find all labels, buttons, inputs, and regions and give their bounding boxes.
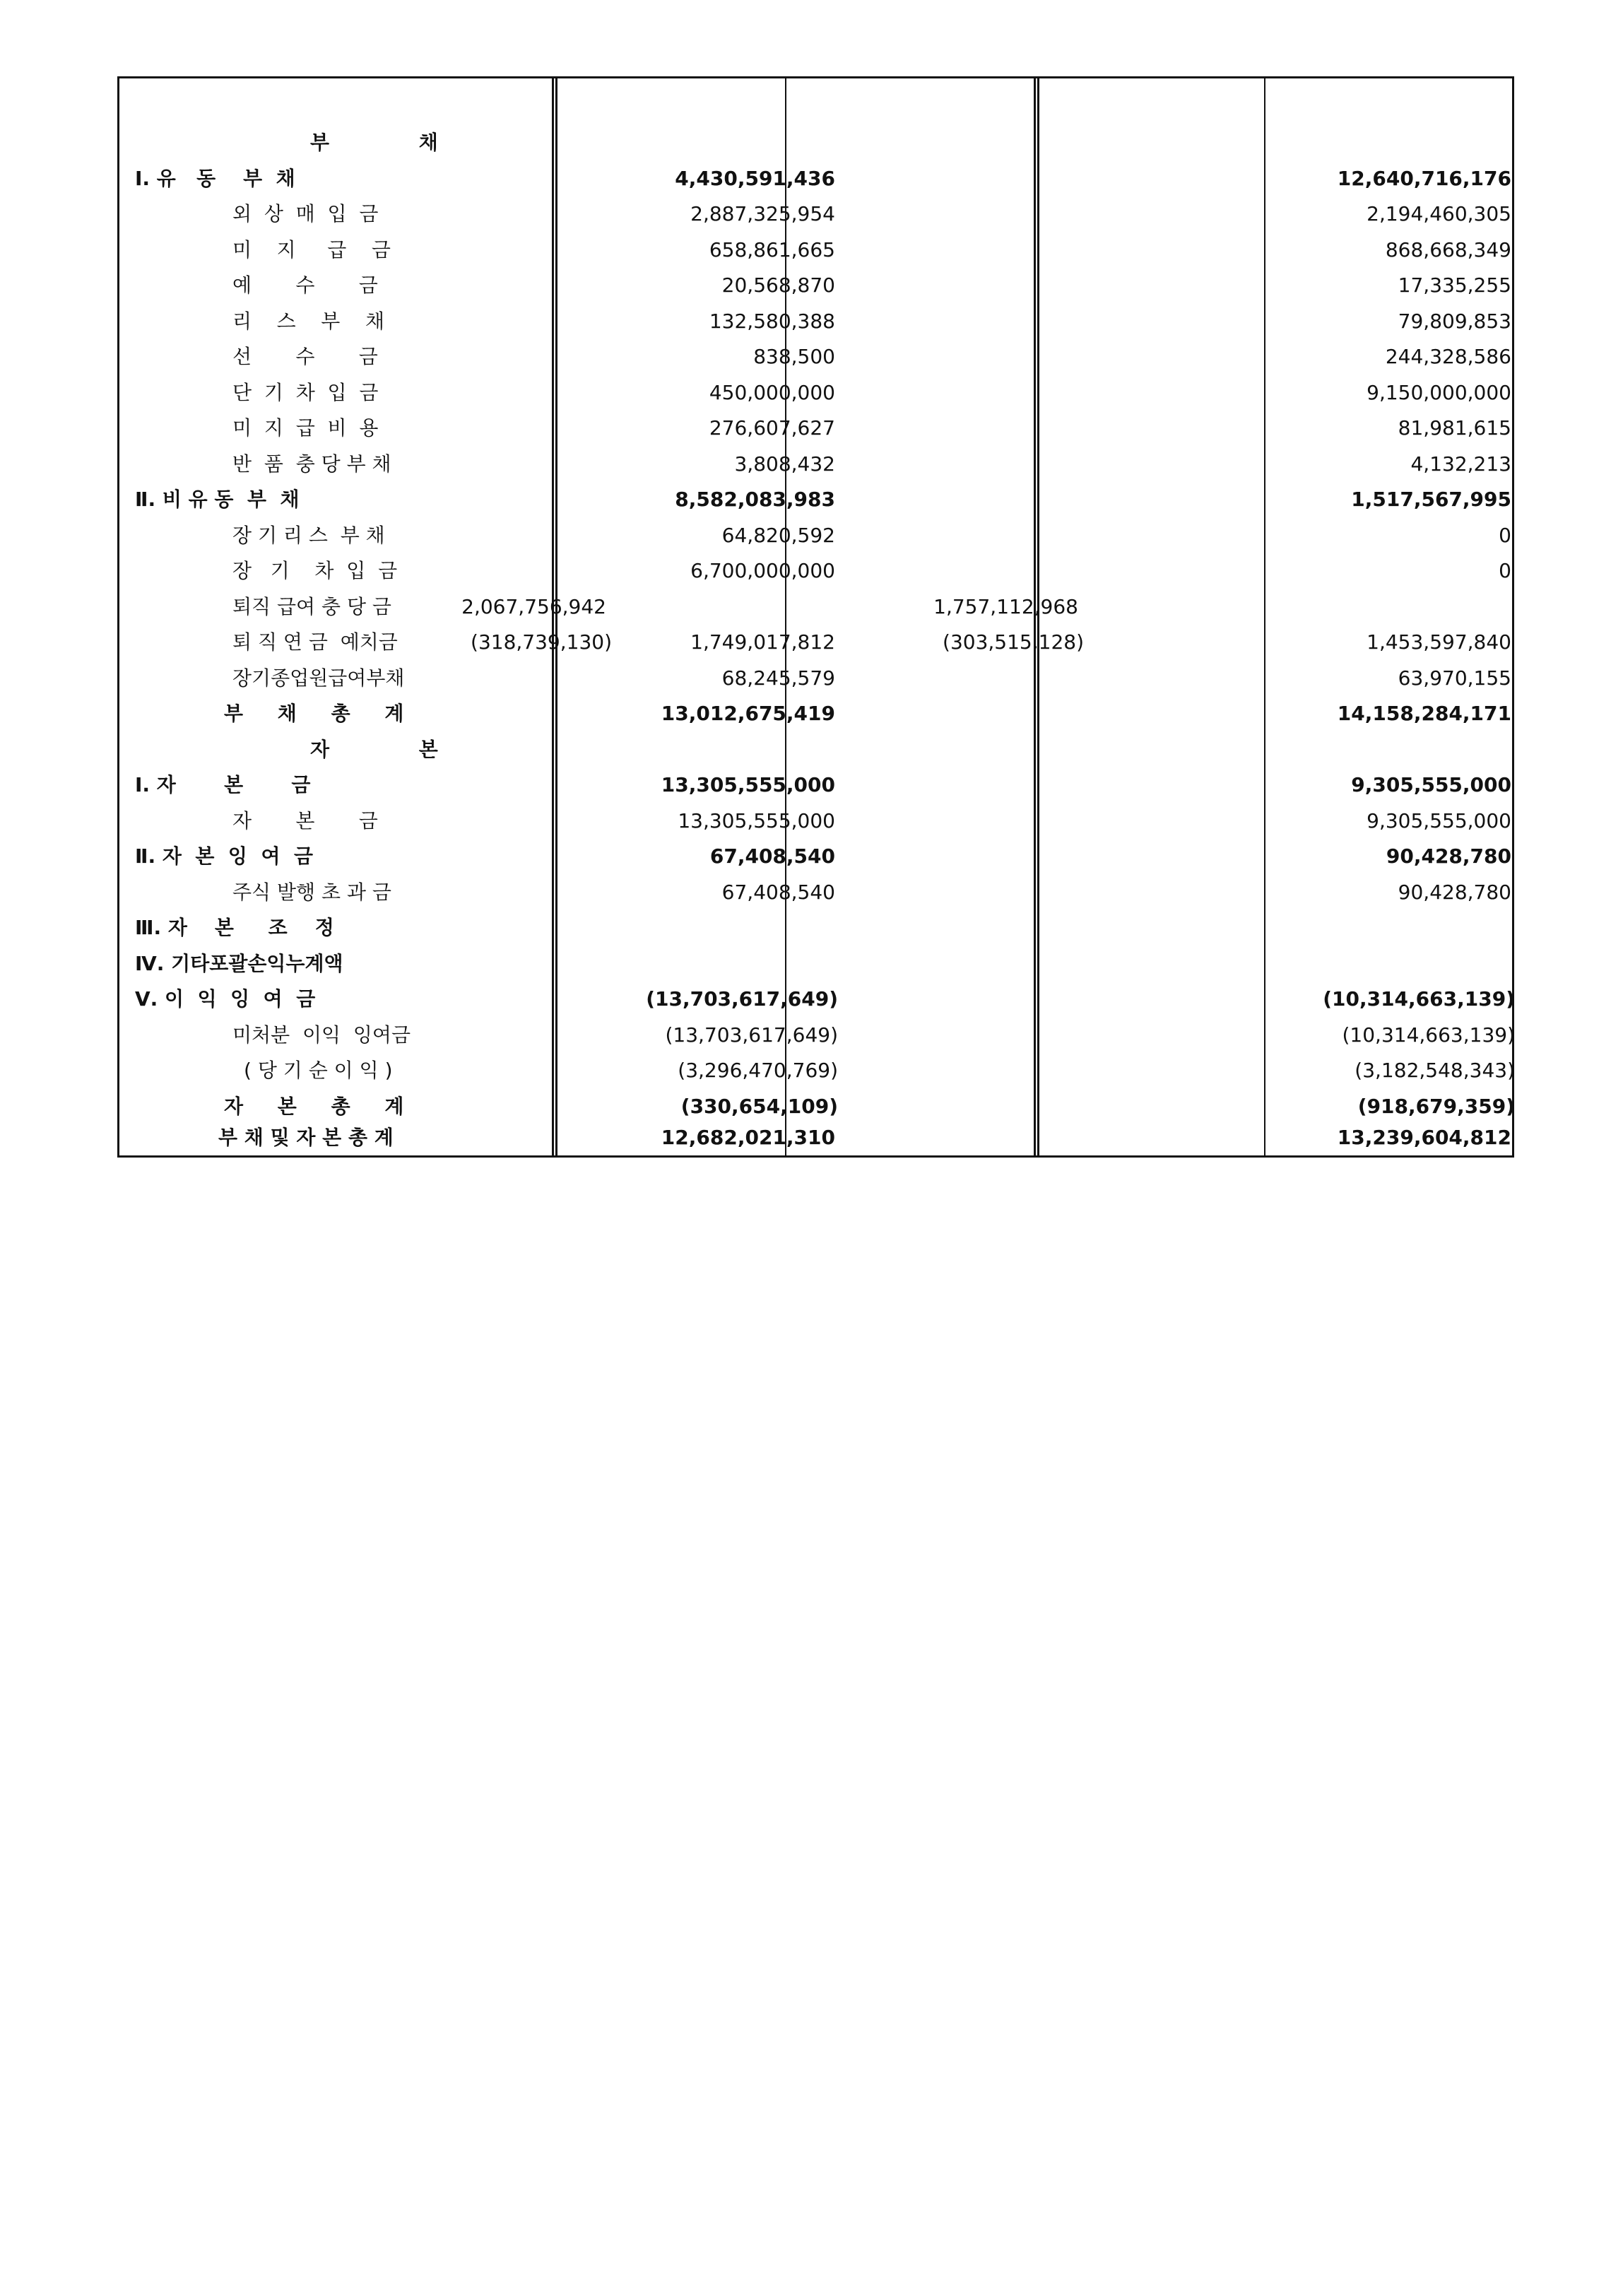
prior-year-amount: 9,150,000,000 bbox=[1367, 380, 1511, 404]
current-year-amount: 20,568,870 bbox=[721, 273, 835, 297]
table-row bbox=[119, 125, 1516, 161]
table-row bbox=[119, 1053, 1516, 1089]
prior-year-amount: 13,239,604,812 bbox=[1337, 1126, 1511, 1149]
row-label: Ⅳ. 기타포괄손익누계액 bbox=[135, 951, 343, 975]
table-row bbox=[119, 696, 1516, 732]
table-row bbox=[119, 589, 1516, 625]
total-liabilities-label: 부 채 총 계 bbox=[224, 702, 404, 725]
row-label: 장 기 리 스 부 채 bbox=[232, 523, 385, 547]
current-year-amount: (13,703,617,649) bbox=[665, 1023, 838, 1047]
row-label: 자 본 금 bbox=[232, 808, 378, 832]
current-year-amount: 8,582,083,983 bbox=[675, 488, 835, 511]
current-year-amount: 838,500 bbox=[753, 345, 835, 368]
prior-year-amount: 90,428,780 bbox=[1398, 880, 1511, 904]
table-row bbox=[119, 196, 1516, 232]
row-label: 반 품 충 당 부 채 bbox=[232, 452, 391, 476]
row-label: Ⅱ. 비 유 동 부 채 bbox=[135, 488, 300, 511]
section-header-equity: 자 본 bbox=[310, 737, 438, 761]
current-year-amount: 67,408,540 bbox=[709, 844, 835, 868]
row-label: 퇴직 급여 충 당 금 bbox=[232, 594, 391, 618]
table-row bbox=[119, 982, 1516, 1018]
row-label: 단 기 차 입 금 bbox=[232, 380, 379, 404]
prior-year-detail-amount: (303,515,128) bbox=[943, 630, 1084, 654]
table-row bbox=[119, 803, 1516, 840]
table-row bbox=[119, 767, 1516, 803]
current-year-amount: (13,703,617,649) bbox=[646, 987, 838, 1011]
row-label: 장기종업원급여부채 bbox=[232, 666, 405, 690]
current-year-amount: 6,700,000,000 bbox=[690, 559, 835, 582]
current-year-amount: 2,887,325,954 bbox=[690, 202, 835, 225]
current-year-amount: 64,820,592 bbox=[721, 523, 835, 547]
row-label: 미처분 이익 잉여금 bbox=[232, 1023, 411, 1047]
row-label: Ⅴ. 이 익 잉 여 금 bbox=[135, 987, 316, 1011]
current-year-amount: (3,296,470,769) bbox=[678, 1059, 838, 1082]
table-row bbox=[119, 518, 1516, 554]
prior-year-amount: (918,679,359) bbox=[1357, 1094, 1515, 1118]
prior-year-amount: 1,453,597,840 bbox=[1367, 630, 1511, 654]
current-year-amount: 67,408,540 bbox=[721, 880, 835, 904]
prior-year-detail-amount: 1,757,112,968 bbox=[933, 594, 1078, 618]
table-row bbox=[119, 447, 1516, 483]
table-row bbox=[119, 839, 1516, 875]
prior-year-amount: (10,314,663,139) bbox=[1323, 987, 1515, 1011]
prior-year-amount: 17,335,255 bbox=[1398, 273, 1511, 297]
current-year-detail-amount: (318,739,130) bbox=[471, 630, 612, 654]
current-year-amount: 658,861,665 bbox=[709, 237, 835, 261]
table-row bbox=[119, 375, 1516, 411]
prior-year-amount: (3,182,548,343) bbox=[1355, 1059, 1515, 1082]
table-row bbox=[119, 304, 1516, 340]
prior-year-amount: (10,314,663,139) bbox=[1342, 1023, 1515, 1047]
current-year-amount: 4,430,591,436 bbox=[675, 166, 835, 190]
prior-year-amount: 4,132,213 bbox=[1410, 452, 1511, 476]
section-header-liabilities: 부 채 bbox=[310, 131, 438, 154]
current-year-amount: 13,305,555,000 bbox=[661, 773, 835, 796]
table-row bbox=[119, 411, 1516, 447]
current-year-amount: 3,808,432 bbox=[734, 452, 835, 476]
prior-year-amount: 2,194,460,305 bbox=[1367, 202, 1511, 225]
table-row bbox=[119, 232, 1516, 269]
table-row bbox=[119, 661, 1516, 697]
row-label: 미 지 급 비 용 bbox=[232, 416, 379, 440]
current-year-amount: 13,012,675,419 bbox=[661, 702, 835, 725]
current-year-amount: 132,580,388 bbox=[709, 309, 835, 333]
row-label: Ⅲ. 자 본 조 정 bbox=[135, 916, 334, 939]
prior-year-amount: 79,809,853 bbox=[1398, 309, 1511, 333]
table-row bbox=[119, 875, 1516, 911]
row-label: Ⅱ. 자 본 잉 여 금 bbox=[135, 844, 314, 868]
row-label: 외 상 매 입 금 bbox=[232, 202, 379, 225]
table-row bbox=[119, 339, 1516, 375]
current-year-detail-amount: 2,067,756,942 bbox=[461, 594, 606, 618]
table-row bbox=[119, 1089, 1516, 1125]
prior-year-amount: 90,428,780 bbox=[1386, 844, 1511, 868]
prior-year-amount: 9,305,555,000 bbox=[1367, 808, 1511, 832]
row-label: 퇴 직 연 금 예치금 bbox=[232, 630, 398, 654]
table-row bbox=[119, 910, 1516, 946]
row-label: 미 지 급 금 bbox=[232, 237, 391, 261]
current-year-amount: (330,654,109) bbox=[680, 1094, 838, 1118]
prior-year-amount: 63,970,155 bbox=[1398, 666, 1511, 690]
current-year-amount: 276,607,627 bbox=[709, 416, 835, 440]
current-year-amount: 12,682,021,310 bbox=[661, 1126, 835, 1149]
current-year-amount: 13,305,555,000 bbox=[678, 808, 835, 832]
total-liabilities-and-equity-label: 부 채 및 자 본 총 계 bbox=[218, 1126, 394, 1149]
prior-year-amount: 81,981,615 bbox=[1398, 416, 1511, 440]
table-row bbox=[119, 553, 1516, 589]
prior-year-amount: 1,517,567,995 bbox=[1351, 488, 1511, 511]
table-row bbox=[119, 161, 1516, 197]
current-year-amount: 1,749,017,812 bbox=[690, 630, 835, 654]
row-label: Ⅰ. 자 본 금 bbox=[135, 773, 311, 796]
table-row bbox=[119, 482, 1516, 518]
row-label: Ⅰ. 유 동 부 채 bbox=[135, 166, 295, 190]
prior-year-amount: 14,158,284,171 bbox=[1337, 702, 1511, 725]
row-label: 예 수 금 bbox=[232, 273, 378, 297]
current-year-amount: 68,245,579 bbox=[721, 666, 835, 690]
total-equity-label: 자 본 총 계 bbox=[224, 1094, 404, 1118]
row-label: ( 당 기 순 이 익 ) bbox=[244, 1059, 393, 1082]
table-row bbox=[119, 1018, 1516, 1054]
current-year-amount: 450,000,000 bbox=[709, 380, 835, 404]
prior-year-amount: 0 bbox=[1499, 559, 1511, 582]
table-row bbox=[119, 1120, 1516, 1156]
prior-year-amount: 0 bbox=[1499, 523, 1511, 547]
row-label: 선 수 금 bbox=[232, 345, 378, 368]
balance-sheet-table bbox=[117, 76, 1514, 1158]
table-row bbox=[119, 732, 1516, 768]
prior-year-amount: 868,668,349 bbox=[1385, 237, 1511, 261]
row-label: 장 기 차 입 금 bbox=[232, 559, 398, 582]
row-label: 주식 발행 초 과 금 bbox=[232, 880, 391, 904]
prior-year-amount: 244,328,586 bbox=[1385, 345, 1511, 368]
table-row bbox=[119, 625, 1516, 661]
prior-year-amount: 12,640,716,176 bbox=[1337, 166, 1511, 190]
table-row bbox=[119, 268, 1516, 304]
row-label: 리 스 부 채 bbox=[232, 309, 384, 333]
prior-year-amount: 9,305,555,000 bbox=[1351, 773, 1511, 796]
table-row bbox=[119, 946, 1516, 982]
